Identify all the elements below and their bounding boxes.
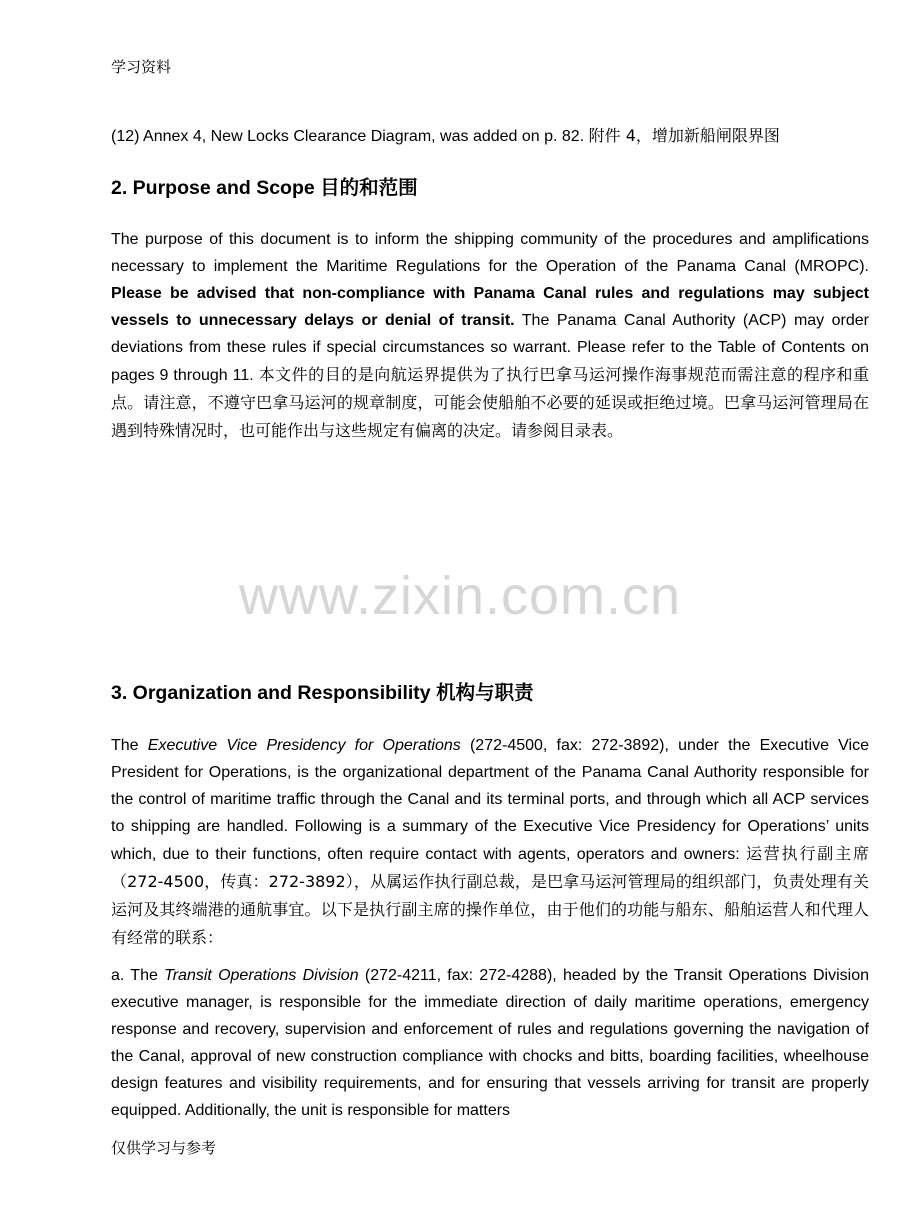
transit-operations-division-title: Transit Operations Division — [164, 967, 359, 984]
deviation-text: The Panama Canal Authority (ACP) may order deviations from these rules if special circumstances so warrant. Please refer to the Table of Contents on pages 9 through 11. — [111, 312, 869, 384]
purpose-text-zh: 本文件的目的是向航运界提供为了执行巴拿马运河操作海事规范而需注意的程序和重点。请注意，不遵守巴拿马运河的规章制度，可能会使船舶不必要的延误或拒绝过境。巴拿马运河管理局在遇到特殊情况时，也可能作出与这些规定有偏离的决定。请参阅目录表。 — [111, 365, 869, 440]
section-3-paragraph-1 — [111, 732, 869, 952]
para2-body: (272-4211, fax: 272-4288), headed by the Transit Operations Division executive manager, is responsible for the immediate direction of daily maritime operations, emergency response and recovery, supervision and enforcement of rules and regulations governing the navigation of the Canal, approval of new construction compliance with chocks and bitts, boarding facilities, wheelhouse design features and visibility requirements, and for ensuring that vessels arriving for transit are properly equipped. Additionally, the unit is responsible for matters — [111, 967, 869, 1119]
section-2-paragraph — [111, 226, 869, 445]
section-2-heading-en: 2. Purpose and Scope — [111, 177, 315, 199]
page-footer: 仅供学习与参考 — [111, 1139, 217, 1157]
section-3-heading — [111, 681, 869, 705]
para1-body: (272-4500, fax: 272-3892), under the Executive Vice President for Operations, is the organizational department of the Panama Canal Authority responsible for the control of maritime traffic through the Canal and its terminal ports, and through which all ACP services to shipping are handled. Following is a summary of the Executive Vice Presidency for Operations’ units which, due to their functions, often require contact with agents, operators and owners: — [111, 737, 869, 863]
purpose-text: The purpose of this document is to inform the shipping community of the procedures and amplifications necessary to implement the Maritime Regulations for the Operation of the Panama Canal (MROPC). — [111, 231, 869, 275]
annex-note — [111, 126, 869, 147]
section-3-heading-zh: 机构与职责 — [436, 681, 534, 704]
section-3-paragraph-2 — [111, 962, 869, 1124]
annex-note-zh: 附件 4，增加新船闸限界图 — [588, 126, 780, 145]
section-2-heading — [111, 176, 869, 200]
annex-note-en: (12) Annex 4, New Locks Clearance Diagram, was added on p. 82. — [111, 128, 585, 145]
watermark: www.zixin.com.cn — [238, 566, 682, 626]
page-header: 学习资料 — [111, 58, 172, 76]
para1-lead: The — [111, 737, 139, 754]
executive-vice-presidency-title: Executive Vice Presidency for Operations — [147, 737, 461, 754]
para1-body-zh: 运营执行副主席（272-4500，传真：272-3892），从属运作执行副总裁，是巴拿马运河管理局的组织部门，负责处理有关运河及其终端港的通航事宜。以下是执行副主席的操作单位，由于他们的功能与船东、船舶运营人和代理人有经常的联系： — [111, 844, 869, 947]
compliance-warning: Please be advised that non-compliance with Panama Canal rules and regulations may subject vessels to unnecessary delays or denial of transit. — [111, 285, 869, 329]
section-2-heading-zh: 目的和范围 — [320, 176, 418, 199]
section-3-heading-en: 3. Organization and Responsibility — [111, 682, 431, 704]
para2-lead: a. The — [111, 967, 158, 984]
